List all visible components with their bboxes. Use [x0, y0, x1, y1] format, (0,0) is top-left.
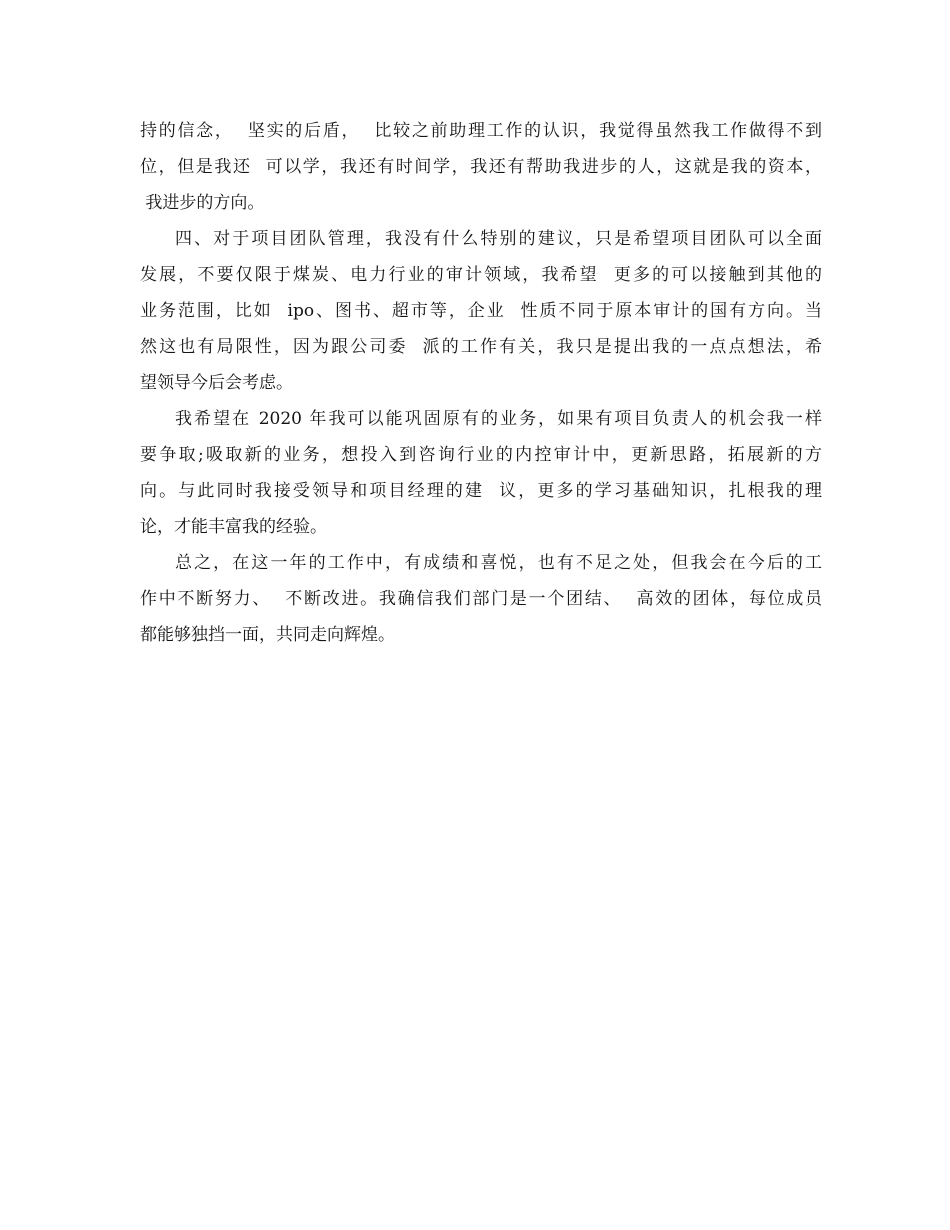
text-line: 位，但是我还 可以学，我还有时间学，我还有帮助我进步的人，这就是我的资本， [140, 157, 822, 177]
text-line: 我进步的方向。 [140, 193, 265, 213]
text-line: 总之，在这一年的工作中，有成绩和喜悦，也有不足之处，但我会在今后的工 [175, 553, 822, 573]
text-line: 业务范围，比如 ipo、图书、超市等，企业 性质不同于原本审计的国有方向。当 [140, 301, 822, 321]
paragraph-2020-goals [140, 401, 822, 545]
paragraph-beliefs [140, 113, 822, 221]
text-line: 向。与此同时我接受领导和项目经理的建 议，更多的学习基础知识，扎根我的理 [140, 481, 822, 501]
text-line: 要争取;吸取新的业务，想投入到咨询行业的内控审计中，更新思路，拓展新的方 [140, 445, 822, 465]
paragraph-team-management [140, 221, 822, 401]
text-line: 持的信念， 坚实的后盾， 比较之前助理工作的认识，我觉得虽然我工作做得不到 [140, 121, 822, 141]
text-line: 都能够独挡一面，共同走向辉煌。 [140, 625, 395, 645]
document-body [140, 113, 822, 653]
text-line: 望领导今后会考虑。 [140, 373, 293, 393]
text-line: 我希望在 2020 年我可以能巩固原有的业务，如果有项目负责人的机会我一样 [175, 409, 822, 429]
text-line: 作中不断努力、 不断改进。我确信我们部门是一个团结、 高效的团体，每位成员 [140, 589, 822, 609]
paragraph-conclusion [140, 545, 822, 653]
text-line: 论，才能丰富我的经验。 [140, 517, 327, 537]
text-line: 四、对于项目团队管理，我没有什么特别的建议，只是希望项目团队可以全面 [175, 229, 822, 249]
text-line: 发展，不要仅限于煤炭、电力行业的审计领域，我希望 更多的可以接触到其他的 [140, 265, 822, 285]
text-line: 然这也有局限性，因为跟公司委 派的工作有关，我只是提出我的一点点想法，希 [140, 337, 822, 357]
